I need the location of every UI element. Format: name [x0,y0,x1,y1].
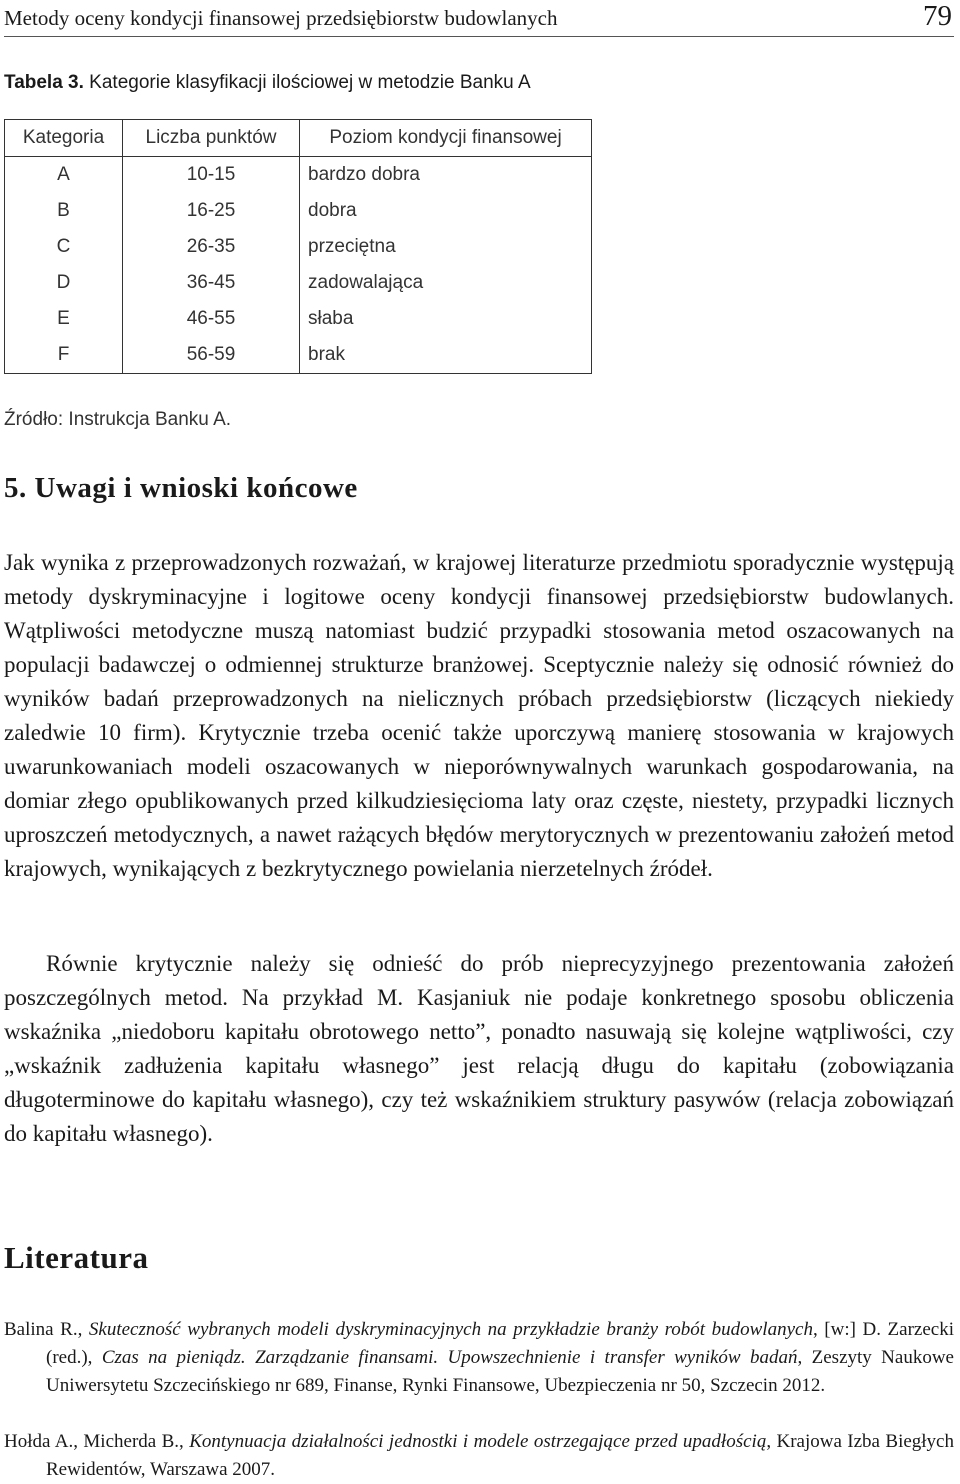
running-header [4,2,954,37]
table-cell: 46-55 [123,301,300,337]
table-cell: słaba [300,301,592,337]
table-cell: 56-59 [123,337,300,374]
table-cell: 16-25 [123,193,300,229]
table-row [5,337,592,374]
table-cell: B [5,193,123,229]
column-header: Kategoria [5,120,123,157]
table-cell: F [5,337,123,374]
table-caption [4,72,531,94]
table-row [5,193,592,229]
page-number: 79 [923,0,952,32]
table-source-note: Źródło: Instrukcja Banku A. [4,409,232,430]
table-cell: 36-45 [123,265,300,301]
classification-table [4,119,592,374]
reference-publication: , Zeszyty Naukowe Uniwersytetu Szczecińskiego nr 689, Finanse, Rynki Finansowe, Ubezpieczenia nr 50, Szczecin 2012. [46,1347,954,1396]
table-cell: D [5,265,123,301]
table-row [5,301,592,337]
table-caption-text: Kategorie klasyfikacji ilościowej w metodzie Banku A [83,72,531,93]
table-header-row [5,120,592,157]
reference-entry [4,1316,954,1400]
reference-editor: , [w:] D. Zarzecki (red.), [46,1319,954,1368]
table-row [5,157,592,194]
table-cell: przeciętna [300,229,592,265]
reference-title: Skuteczność wybranych modeli dyskryminacyjnych na przykładzie branży robót budowlanych [88,1319,813,1340]
reference-entry [4,1428,954,1484]
running-title: Metody oceny kondycji finansowej przedsiębiorstw budowlanych [4,6,558,30]
table-row [5,229,592,265]
section-heading: 5. Uwagi i wnioski końcowe [4,472,358,504]
table-cell: bardzo dobra [300,157,592,194]
reference-title: Kontynuacja działalności jednostki i modele ostrzegające przed upadłością [189,1431,767,1452]
reference-book-title: Czas na pieniądz. Zarządzanie finansami. Upowszechnienie i transfer wyników badań [101,1347,798,1368]
body-paragraph-1: Jak wynika z przeprowadzonych rozważań, w krajowej literaturze przedmiotu sporadycznie występują metody dyskryminacyjne i logitowe oceny kondycji finansowej przedsiębiorstw budowlanych. Wątpliwości metodyczne muszą natomiast budzić przypadki stosowania metod oszacowanych na populacji badawczej o odmiennej strukturze branżowej. Sceptycznie należy się odnosić również do wyników badań przeprowadzonych na nielicznych próbach przedsiębiorstw (liczących niekiedy zaledwie 10 firm). Krytycznie trzeba ocenić także uporczywą manierę stosowania w krajowych uwarunkowaniach modeli oszacowanych w nieporównywalnych warunkach gospodarowania, na domiar złego opublikowanych przed kilkudziesięcioma laty oraz częste, niestety, przypadki licznych uproszczeń metodycznych, a nawet rażących błędów merytorycznych w prezentowaniu założeń metod krajowych, wynikających z bezkrytycznego powielania nierzetelnych źródeł. [4,550,954,881]
table-cell: C [5,229,123,265]
literature-heading: Literatura [4,1240,149,1275]
table-cell: 10-15 [123,157,300,194]
table-cell: 26-35 [123,229,300,265]
reference-publication: , Krajowa Izba Biegłych Rewidentów, Warszawa 2007. [46,1431,954,1480]
table-cell: zadowalająca [300,265,592,301]
table-cell: dobra [300,193,592,229]
table-row [5,265,592,301]
body-paragraph-2: Równie krytycznie należy się odnieść do prób nieprecyzyjnego prezentowania założeń poszczególnych metod. Na przykład M. Kasjaniuk nie podaje konkretnego sposobu obliczenia wskaźnika „niedoboru kapitału obrotowego netto”, ponadto nasuwają się kolejne wątpliwości, czy „wskaźnik zadłużenia kapitału własnego” jest relacją długu do kapitału (zobowiązania długoterminowe do kapitału własnego), czy też wskaźnikiem struktury pasywów (relacja zobowiązań do kapitału własnego). [4,951,954,1146]
table-cell: brak [300,337,592,374]
column-header: Liczba punktów [123,120,300,157]
column-header: Poziom kondycji finansowej [300,120,592,157]
table-cell: A [5,157,123,194]
reference-author: Balina R., [4,1319,89,1340]
table-caption-label: Tabela 3. [4,72,84,93]
table-cell: E [5,301,123,337]
reference-author: Hołda A., Micherda B., [4,1431,190,1452]
